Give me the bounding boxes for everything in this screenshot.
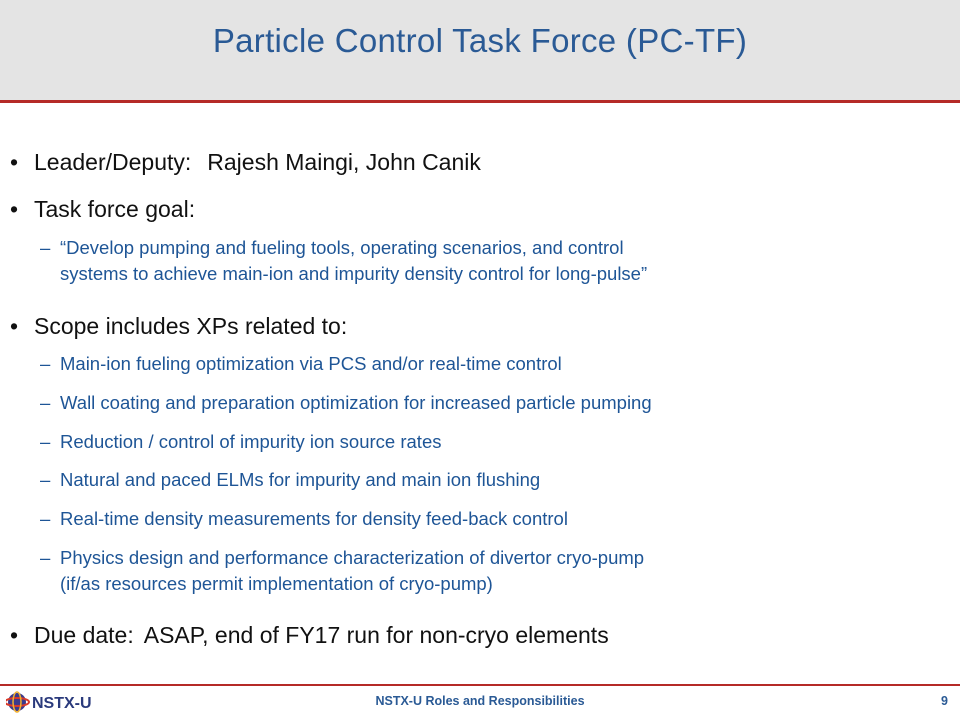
goal-line-1: “Develop pumping and fueling tools, operating scenarios, and control xyxy=(60,237,624,258)
leader-label: Leader/Deputy: xyxy=(34,149,192,175)
bullet-dot: • xyxy=(10,313,19,339)
bullet-dot: • xyxy=(10,622,19,648)
scope-subbullet xyxy=(40,467,940,493)
dash-marker: – xyxy=(40,392,51,413)
goal-line-2: systems to achieve main-ion and impurity density control for long-pulse” xyxy=(60,263,648,284)
dash-marker: – xyxy=(40,508,51,529)
dash-marker: – xyxy=(40,431,51,452)
due-value: ASAP, end of FY17 run for non-cryo elements xyxy=(143,622,609,648)
bullet-goal xyxy=(10,195,195,223)
slide-title: Particle Control Task Force (PC-TF) xyxy=(212,22,748,59)
page-number: 9 xyxy=(941,694,948,708)
bullet-due-date xyxy=(10,621,609,649)
goal-label: Task force goal: xyxy=(34,196,196,222)
scope-subbullet xyxy=(40,390,940,416)
scope-subbullet xyxy=(40,429,940,455)
leader-value: Rajesh Maingi, John Canik xyxy=(207,149,481,175)
bullet-dot: • xyxy=(10,149,19,175)
scope-item: Real-time density measurements for density feed-back control xyxy=(60,508,568,529)
scope-item: Natural and paced ELMs for impurity and main ion flushing xyxy=(60,469,541,490)
goal-subbullet xyxy=(40,235,940,287)
scope-item-line-1: Physics design and performance characterization of divertor cryo-pump xyxy=(60,547,645,568)
scope-item: Main-ion fueling optimization via PCS and/or real-time control xyxy=(60,353,562,374)
footer-divider xyxy=(0,684,960,686)
scope-item-line-2: (if/as resources permit implementation of cryo-pump) xyxy=(60,573,493,594)
scope-subbullet xyxy=(40,506,940,532)
scope-label: Scope includes XPs related to: xyxy=(34,313,348,339)
logo-text: NSTX-U xyxy=(32,695,92,712)
due-label: Due date: xyxy=(34,622,134,648)
scope-item: Wall coating and preparation optimization for increased particle pumping xyxy=(60,392,652,413)
dash-marker: – xyxy=(40,237,51,258)
dash-marker: – xyxy=(40,353,51,374)
bullet-dot: • xyxy=(10,196,19,222)
scope-subbullet xyxy=(40,545,940,597)
bullet-leader xyxy=(10,148,481,176)
bullet-scope xyxy=(10,312,347,340)
scope-item: Reduction / control of impurity ion source rates xyxy=(60,431,442,452)
footer-title: NSTX-U Roles and Responsibilities xyxy=(375,694,585,708)
dash-marker: – xyxy=(40,547,51,568)
scope-subbullet xyxy=(40,351,940,377)
dash-marker: – xyxy=(40,469,51,490)
